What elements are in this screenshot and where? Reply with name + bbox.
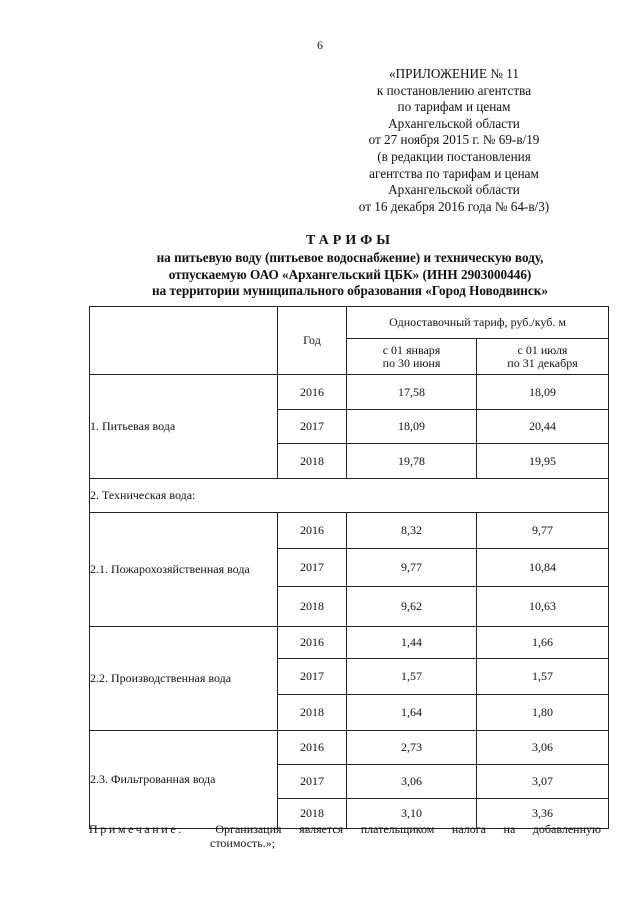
cell-year: 2017 <box>278 549 347 587</box>
cell-tariff-period-1: 17,58 <box>347 375 477 410</box>
footnote-word: плательщиком <box>360 822 435 836</box>
document-title: ТАРИФЫ <box>306 233 394 248</box>
cell-tariff-period-1: 8,32 <box>347 513 477 549</box>
cell-year: 2016 <box>278 375 347 410</box>
cell-tariff-period-1: 1,57 <box>347 659 477 695</box>
cell-year: 2016 <box>278 513 347 549</box>
cell-tariff-period-1: 1,64 <box>347 695 477 731</box>
table-row <box>90 513 609 549</box>
table-row <box>90 627 609 659</box>
cell-tariff-period-1: 9,77 <box>347 549 477 587</box>
cell-year: 2017 <box>278 410 347 444</box>
table-row <box>90 375 609 410</box>
group-name: 2.1. Пожарохозяйственная вода <box>90 513 278 627</box>
footnote-word: налога <box>451 822 487 836</box>
cell-tariff-period-2: 1,66 <box>477 627 609 659</box>
header-year: Год <box>278 307 347 375</box>
cell-tariff-period-1: 3,10 <box>347 799 477 829</box>
table-section-row <box>90 479 609 513</box>
cell-year: 2018 <box>278 695 347 731</box>
cell-tariff-period-1: 2,73 <box>347 731 477 765</box>
cell-tariff-period-1: 9,62 <box>347 587 477 627</box>
page-number: 6 <box>317 38 323 52</box>
cell-tariff-period-1: 1,44 <box>347 627 477 659</box>
cell-tariff-period-2: 20,44 <box>477 410 609 444</box>
annex-line: Архангельской области <box>388 115 520 131</box>
annex-line: от 16 декабря 2016 года № 64-в/3) <box>358 198 550 214</box>
section-title: 2. Техническая вода: <box>90 479 609 513</box>
header-period-2 <box>477 339 609 375</box>
cell-tariff-period-2: 1,57 <box>477 659 609 695</box>
annex-line: агентства по тарифам и ценам <box>369 165 539 181</box>
header-period-2-line: по 31 декабря <box>507 355 578 370</box>
header-tariff: Одноставочный тариф, руб./куб. м <box>347 307 609 339</box>
annex-line: Архангельской области <box>388 182 520 198</box>
annex-line: от 27 ноября 2015 г. № 69-в/19 <box>368 132 540 148</box>
footnote-word: добавленную <box>532 822 601 836</box>
cell-tariff-period-2: 19,95 <box>477 444 609 479</box>
footnote-line-1 <box>89 822 601 836</box>
table-header-row <box>90 307 609 339</box>
header-period-1-line: с 01 января <box>382 342 441 357</box>
footnote <box>89 822 601 850</box>
header-period-1-line: по 30 июня <box>382 355 441 370</box>
annex-line: «ПРИЛОЖЕНИЕ № 11 <box>389 66 519 81</box>
annex-line: (в редакции постановления <box>377 148 531 164</box>
group-name: 2.2. Производственная вода <box>90 627 278 731</box>
cell-year: 2016 <box>278 731 347 765</box>
document-subtitle <box>100 250 600 300</box>
cell-tariff-period-2: 3,06 <box>477 731 609 765</box>
annex-line: к постановлению агентства <box>376 82 532 98</box>
cell-tariff-period-2: 9,77 <box>477 513 609 549</box>
subtitle-line: отпускаемую ОАО «Архангельский ЦБК» (ИНН 2903000446) <box>168 266 532 282</box>
cell-year: 2018 <box>278 444 347 479</box>
cell-tariff-period-1: 3,06 <box>347 765 477 799</box>
annex-header <box>330 66 578 215</box>
footnote-word: является <box>299 822 344 836</box>
cell-year: 2017 <box>278 765 347 799</box>
subtitle-line: на территории муниципального образования «Город Новодвинск» <box>152 283 548 298</box>
cell-tariff-period-2: 18,09 <box>477 375 609 410</box>
footnote-word: на <box>503 822 516 836</box>
header-empty-cell <box>90 307 278 375</box>
tariff-table <box>89 306 609 829</box>
cell-tariff-period-1: 18,09 <box>347 410 477 444</box>
group-name: 2.3. Фильтрованная вода <box>90 731 278 829</box>
footnote-word: Организация <box>215 822 282 836</box>
cell-year: 2018 <box>278 587 347 627</box>
cell-year: 2018 <box>278 799 347 829</box>
cell-tariff-period-2: 3,36 <box>477 799 609 829</box>
subtitle-line: на питьевую воду (питьевое водоснабжение) и техническую воду, <box>156 250 544 265</box>
cell-tariff-period-2: 10,84 <box>477 549 609 587</box>
cell-tariff-period-2: 1,80 <box>477 695 609 731</box>
footnote-label: Примечание. <box>89 822 184 836</box>
cell-year: 2017 <box>278 659 347 695</box>
group-name: 1. Питьевая вода <box>90 375 278 479</box>
cell-tariff-period-2: 10,63 <box>477 587 609 627</box>
table-row <box>90 731 609 765</box>
cell-tariff-period-1: 19,78 <box>347 444 477 479</box>
header-period-2-line: с 01 июля <box>517 342 568 357</box>
footnote-line-2: стоимость.»; <box>210 836 276 850</box>
cell-year: 2016 <box>278 627 347 659</box>
header-period-1 <box>347 339 477 375</box>
cell-tariff-period-2: 3,07 <box>477 765 609 799</box>
annex-line: по тарифам и ценам <box>397 99 511 115</box>
